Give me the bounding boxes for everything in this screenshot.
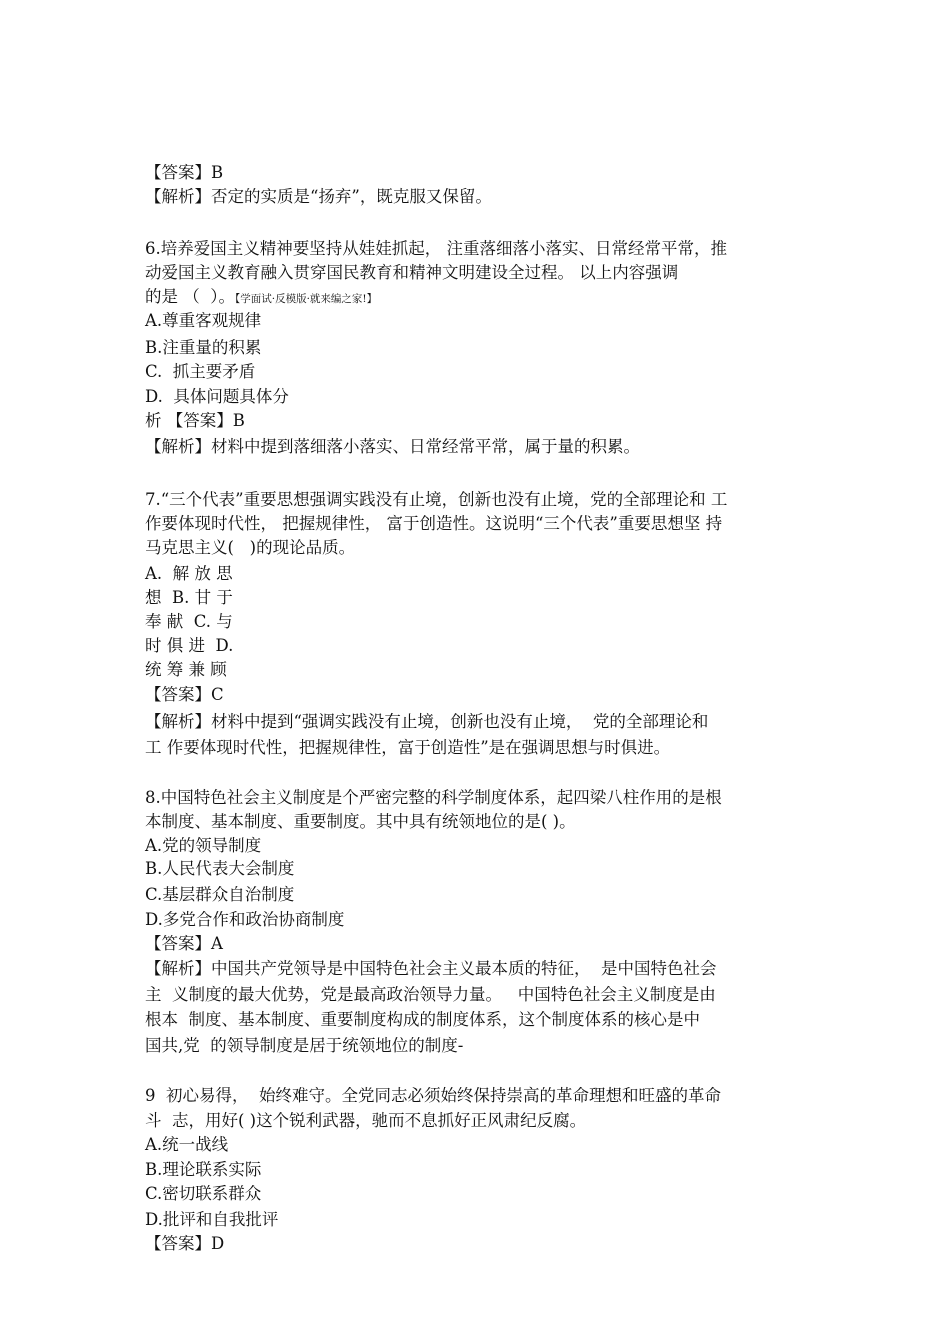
q6-stem-line-2: 动爱国主义教育融入贯穿国民教育和精神文明建设全过程。 以上内容强调 [145,263,679,282]
q6-option-c: C. 抓主要矛盾 [145,362,256,381]
q7-options-line-1: A. 解 放 思 [145,564,233,583]
q7-stem-line-3: 马克思主义( )的现论品质。 [145,538,356,557]
q8-option-d: D.多党合作和政治协商制度 [145,910,345,929]
q6-option-d: D. 具体问题具体分 [145,387,289,406]
q9-stem-line-1: 9 初心易得， 始终难守。全党同志必须始终保持崇高的革命理想和旺盛的革命 [145,1086,721,1105]
q6-answer: 析 【答案】B [145,411,245,430]
q8-analysis-line-4: 国共,党 的领导制度是居于统领地位的制度- [145,1036,464,1055]
q9-answer: 【答案】D [145,1234,225,1253]
q8-analysis-line-3: 根本 制度、基本制度、重要制度构成的制度体系，这个制度体系的核心是中 [145,1010,700,1029]
q8-answer: 【答案】A [145,934,223,953]
q8-analysis-line-2: 主 义制度的最大优势，党是最高政治领导力量。 中国特色社会主义制度是由 [145,985,716,1004]
q8-analysis-line-1: 【解析】中国共产党领导是中国特色社会主义最本质的特征， 是中国特色社会 [145,959,717,978]
q7-stem-line-1: 7.“三个代表”重要思想强调实践没有止境，创新也没有止境，党的全部理论和 工 [145,490,728,509]
q8-option-c: C.基层群众自治制度 [145,885,295,904]
q8-option-b: B.人民代表大会制度 [145,859,295,878]
q9-option-c: C.密切联系群众 [145,1184,262,1203]
q7-options-line-5: 统 筹 兼 顾 [145,660,227,679]
q6-stem-note: 【学面试·反模版·就来编之家!】 [235,293,378,305]
q7-analysis-line-1: 【解析】材料中提到“强调实践没有止境，创新也没有止境， 党的全部理论和 [145,712,709,731]
q6-option-b: B.注重量的积累 [145,338,262,357]
q6-stem-line-1: 6.培养爱国主义精神要坚持从娃娃抓起， 注重落细落小落实、日常经常平常，推 [145,239,727,258]
q9-option-b: B.理论联系实际 [145,1160,262,1179]
q6-stem-line-3 [145,286,377,310]
q6-stem-text: 的是 （ ）。 [145,287,235,306]
q8-stem-line-2: 本制度、基本制度、重要制度。其中具有统领地位的是( )。 [145,812,576,831]
q8-option-a: A.党的领导制度 [145,836,262,855]
q9-option-a: A.统一战线 [145,1135,229,1154]
q7-answer: 【答案】C [145,685,224,704]
q7-stem-line-2: 作要体现时代性， 把握规律性， 富于创造性。这说明“三个代表”重要思想坚 持 [145,514,723,533]
q9-option-d: D.批评和自我批评 [145,1210,279,1229]
q6-option-a: A.尊重客观规律 [145,311,262,330]
q9-stem-line-2: 斗 志，用好( )这个锐利武器，驰而不息抓好正风肃纪反腐。 [145,1111,587,1130]
q5-answer: 【答案】B [145,163,224,182]
q7-options-line-2: 想 B. 甘 于 [145,588,233,607]
q8-stem-line-1: 8.中国特色社会主义制度是个严密完整的科学制度体系，起四梁八柱作用的是根 [145,788,722,807]
q7-analysis-line-2: 工 作要体现时代性，把握规律性，富于创造性”是在强调思想与时俱进。 [145,738,671,757]
q7-options-line-3: 奉 献 C. 与 [145,612,233,631]
q5-analysis: 【解析】否定的实质是“扬弃”，既克服又保留。 [145,187,492,206]
q6-analysis: 【解析】材料中提到落细落小落实、日常经常平常，属于量的积累。 [145,437,640,456]
q7-options-line-4: 时 俱 进 D. [145,636,234,655]
